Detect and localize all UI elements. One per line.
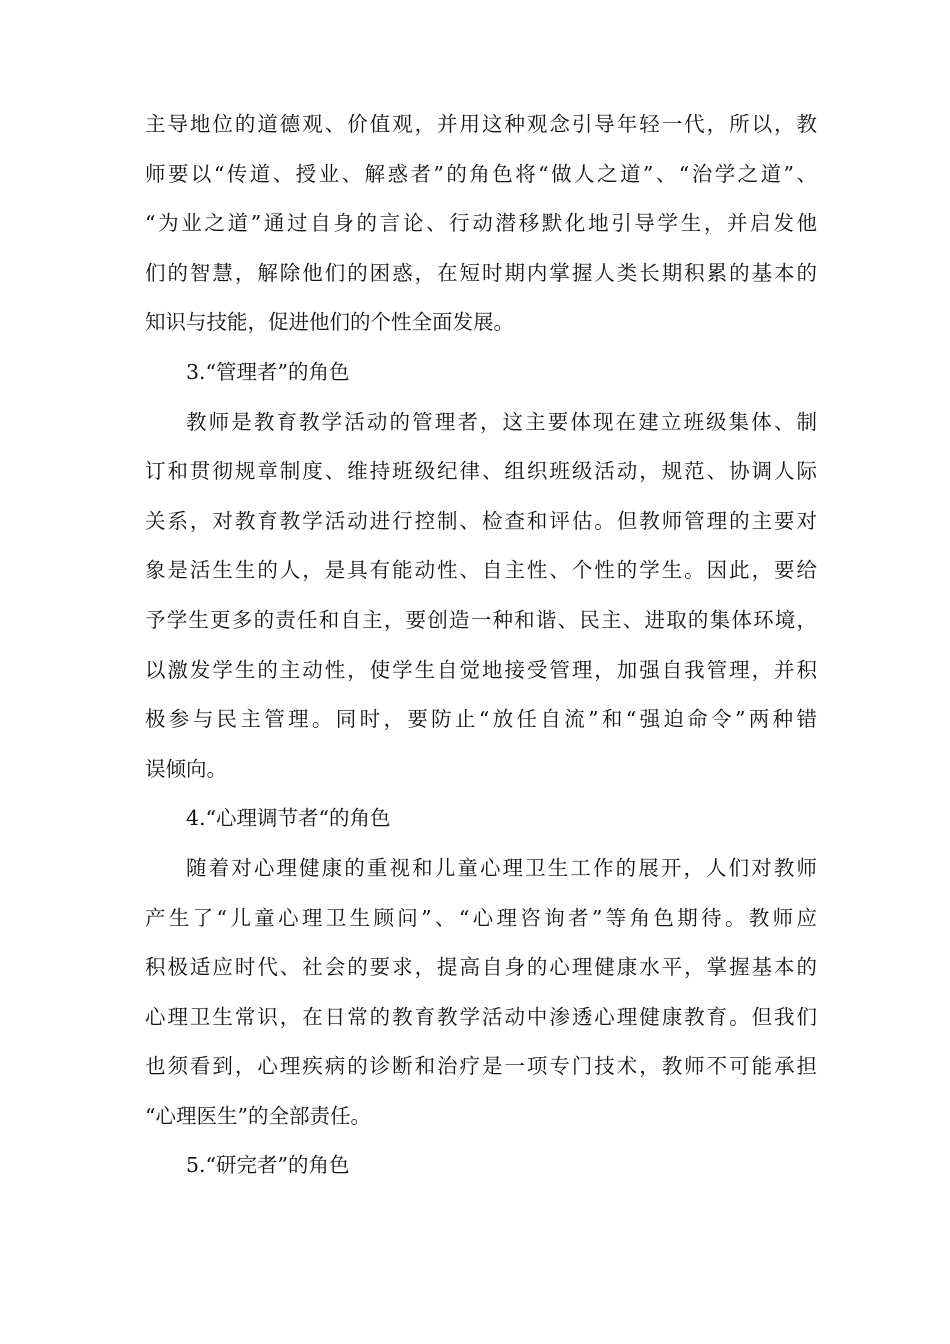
- text-line: 4.“心理调节者“的角色: [186, 806, 391, 831]
- text-line: 心理卫生常识，在日常的教育教学活动中渗透心理健康教育。但我们: [145, 1004, 817, 1029]
- text-line: 3.“管理者”的角色: [186, 359, 350, 384]
- text-line: 也须看到，心理疾病的诊断和治疗是一项专门技术，教师不可能承担: [145, 1054, 817, 1079]
- text-line: 主导地位的道德观、价值观，并用这种观念引导年轻一代，所以，教: [145, 112, 817, 136]
- text-line: 5.“研完者”的角色: [186, 1153, 350, 1178]
- text-line: 师要以“传道、授业、解惑者”的角色将“做人之道”、“治学之道”、: [145, 161, 817, 186]
- text-line: 极参与民主管理。同时，要防止“放任自流”和“强迫命令”两种错: [145, 707, 817, 732]
- text-line: “为业之道”通过自身的言论、行动潜移默化地引导学生，并启发他: [145, 211, 817, 236]
- text-line: 误倾向。: [145, 756, 227, 781]
- text-line: 知识与技能，促进他们的个性全面发展。: [145, 310, 514, 335]
- text-line: 以激发学生的主动性，使学生自觉地接受管理，加强自我管理，并积: [145, 657, 817, 682]
- document-body: [145, 100, 817, 1191]
- text-line: 积极适应时代、社会的要求，提高自身的心理健康水平，掌握基本的: [145, 955, 817, 980]
- text-line: 予学生更多的责任和自主，要创造一种和谐、民主、进取的集体环境，: [145, 607, 817, 632]
- text-line: 象是活生生的人，是具有能动性、自主性、个性的学生。因此，要给: [145, 558, 817, 583]
- text-line: 关系，对教育教学活动进行控制、检查和评估。但教师管理的主要对: [145, 508, 817, 533]
- text-line: 随着对心理健康的重视和儿童心理卫生工作的展开，人们对教师: [186, 855, 817, 880]
- text-line: 订和贯彻规章制度、维持班级纪律、组织班级活动，规范、协调人际: [145, 459, 817, 484]
- text-line: 们的智慧，解除他们的困惑，在短时期内掌握人类长期积累的基本的: [145, 260, 817, 285]
- text-line: 教师是教育教学活动的管理者，这主要体现在建立班级集体、制: [186, 409, 817, 434]
- text-line: 产生了“儿童心理卫生顾问”、“心理咨询者”等角色期待。教师应: [145, 905, 817, 930]
- text-line: “心理医生”的全部责任。: [145, 1103, 371, 1128]
